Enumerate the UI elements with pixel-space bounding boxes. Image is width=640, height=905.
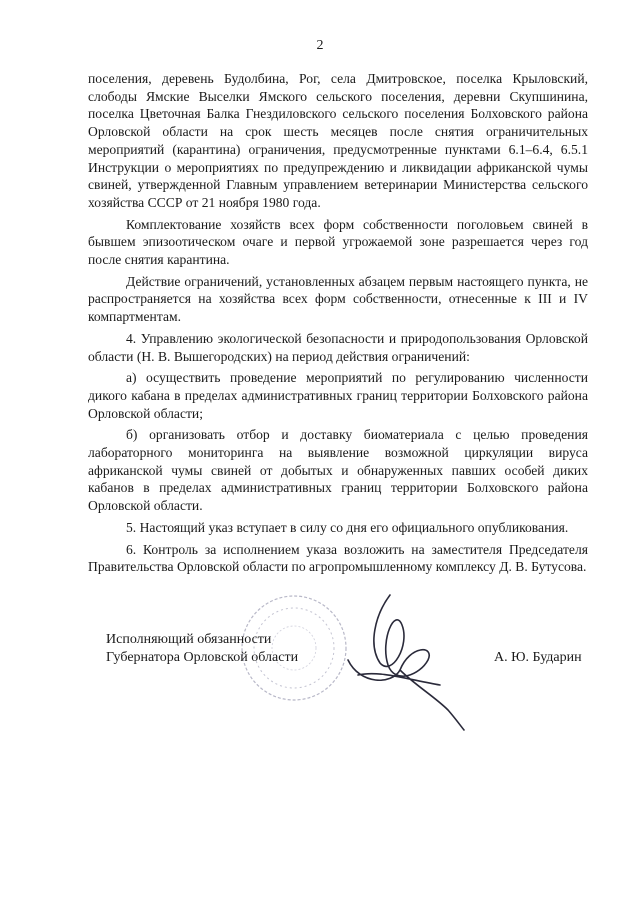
page-number: 2	[316, 38, 324, 53]
signatory-position-line-1: Исполняющий обязанности	[106, 632, 272, 647]
handwritten-signature	[340, 585, 475, 735]
paragraph-restocking: Комплектование хозяйств всех форм собственности поголовьем свиней в бывшем эпизоотическом очаге и первой угрожаемой зоне разрешается через год после снятия карантина.	[88, 216, 588, 268]
paragraph-exemption: Действие ограничений, установленных абзацем первым настоящего пункта, не распространяется на хозяйства всех форм собственности, отнесенные к III и IV компартментам.	[88, 273, 588, 325]
signatory-position	[106, 631, 306, 667]
paragraph-item-6: 6. Контроль за исполнением указа возложить на заместителя Председателя Правительства Орловской области по агропромышленному комплексу Д. В. Бутусова.	[88, 541, 588, 575]
paragraph-continuation: поселения, деревень Будолбина, Рог, села Дмитровское, поселка Крыловский, слободы Ямские Выселки Ямского сельского поселения, деревни Скупшинина, поселка Цветочная Балка Гнездиловского сельского поселения Болховского района Орловской области на срок шесть месяцев после снятия ограничительных мероприятий (карантина) ограничения, предусмотренные пунктами 6.1–6.4, 6.5.1 Инструкции о мероприятиях по предупреждению и ликвидации африканской чумы свиней, утвержденной Главным управлением ветеринарии Министерства сельского хозяйства СССР от 21 ноября 1980 года.	[88, 71, 588, 210]
signatory-position-line-2: Губернатора Орловской области	[106, 650, 299, 665]
signatory-name: А. Ю. Бударин	[494, 650, 582, 665]
paragraph-item-4b: б) организовать отбор и доставку биоматериала с целью проведения лабораторного мониторинга на выявление возможной циркуляции вируса африканской чумы свиней от добытых и обнаруженных павших особей диких кабанов в пределах административных границ территории Болховского района Орловской области.	[88, 427, 588, 514]
paragraph-item-4: 4. Управлению экологической безопасности и природопользования Орловской области (Н. В. Вышегородских) на период действия ограничений:	[88, 330, 588, 364]
document-body	[88, 70, 588, 580]
paragraph-item-5: 5. Настоящий указ вступает в силу со дня его официального опубликования.	[126, 519, 569, 535]
paragraph-item-4a: а) осуществить проведение мероприятий по регулированию численности дикого кабана в пределах административных границ территории Болховского района Орловской области;	[88, 370, 588, 421]
